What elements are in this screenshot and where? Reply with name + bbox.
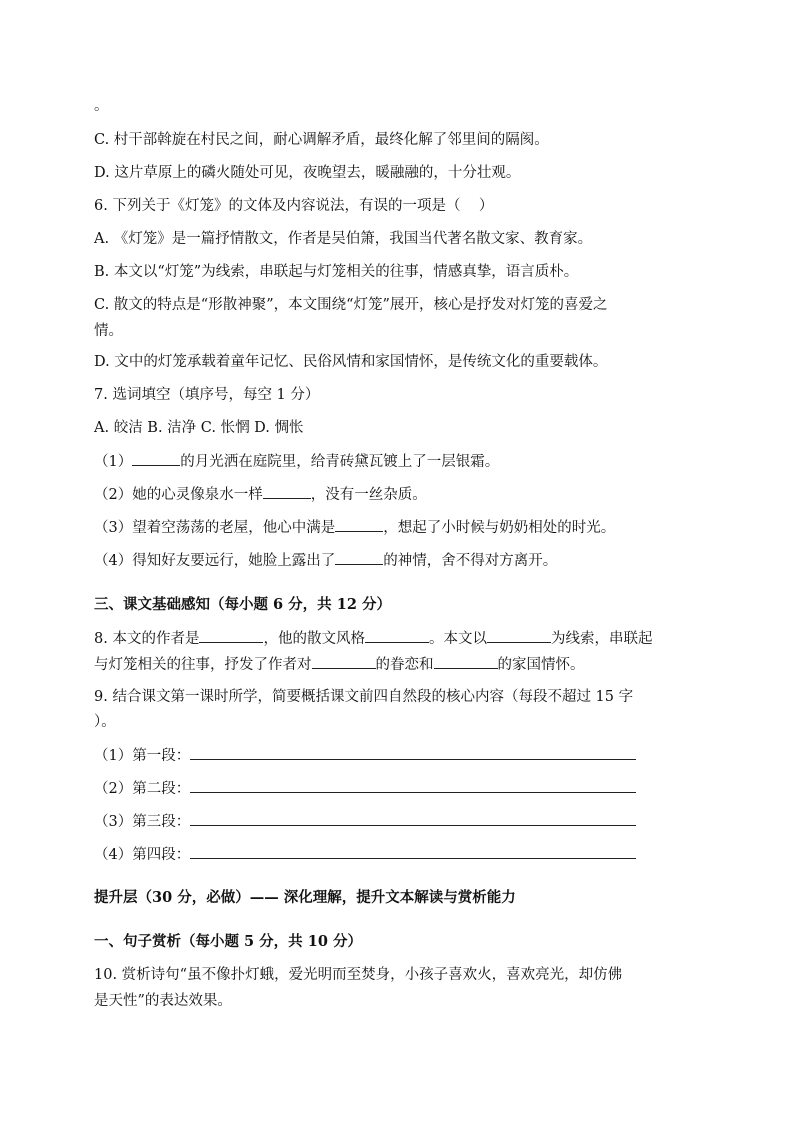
- question-10-cont: 是天性”的表达效果。: [94, 993, 232, 1009]
- item-label: （2）第二段：: [94, 781, 191, 797]
- fill-blank[interactable]: [335, 517, 383, 532]
- fill-blank[interactable]: [312, 654, 376, 669]
- fill-blank[interactable]: [365, 628, 429, 643]
- item-text: 。本文以: [428, 631, 487, 647]
- item-text: ，他的散文风格: [263, 631, 365, 647]
- item-text: 8. 本文的作者是: [94, 631, 200, 647]
- question-7: 7. 选词填空（填序号，每空 1 分）: [94, 387, 320, 403]
- question-6-option-c-cont: 情。: [94, 323, 123, 339]
- item-text: 与灯笼相关的往事，抒发了作者对: [94, 657, 312, 673]
- item-text: （4）得知好友要远行，她脸上露出了: [94, 553, 336, 569]
- paragraph-3-answer: [94, 811, 636, 832]
- question-8-line-1: [94, 628, 652, 649]
- answer-line[interactable]: [190, 844, 636, 859]
- option-d: D. 这片草原上的磷火随处可见，夜晚望去，暖融融的，十分壮观。: [94, 165, 521, 181]
- question-7-item-4: [94, 550, 557, 571]
- answer-line[interactable]: [190, 745, 636, 760]
- item-label: （3）第三段：: [94, 814, 191, 830]
- question-9-cont: ）。: [94, 714, 116, 730]
- paragraph-1-answer: [94, 745, 636, 766]
- option-c: C. 村干部斡旋在村民之间，耐心调解矛盾，最终化解了邻里间的隔阂。: [94, 132, 549, 148]
- item-text: ，没有一丝杂质。: [310, 487, 427, 503]
- question-6-option-c: C. 散文的特点是“形散神聚”，本文围绕“灯笼”展开，核心是抒发对灯笼的喜爱之: [94, 297, 608, 313]
- question-6-option-a: A. 《灯笼》是一篇抒情散文，作者是吴伯箫，我国当代著名散文家、教育家。: [94, 231, 593, 247]
- item-label: （4）第四段：: [94, 847, 191, 863]
- fill-blank[interactable]: [263, 484, 311, 499]
- item-text: ，想起了小时候与奶奶相处的时光。: [383, 520, 616, 536]
- question-7-item-3: [94, 517, 615, 538]
- section-3-heading: 三、课文基础感知（每小题 6 分，共 12 分）: [94, 596, 391, 613]
- item-label: （1）第一段：: [94, 748, 191, 764]
- question-7-options: A. 皎洁 B. 洁净 C. 怅惘 D. 惆怅: [94, 420, 304, 436]
- section-1-heading: 一、句子赏析（每小题 5 分，共 10 分）: [94, 933, 362, 950]
- item-text: 为线索，串联起: [550, 631, 653, 647]
- answer-line[interactable]: [190, 778, 636, 793]
- question-6-option-b: B. 本文以“灯笼”为线索，串联起与灯笼相关的往事，情感真挚，语言质朴。: [94, 264, 579, 280]
- question-6-option-d: D. 文中的灯笼承载着童年记忆、民俗风情和家国情怀，是传统文化的重要载体。: [94, 354, 608, 370]
- paragraph-4-answer: [94, 844, 636, 865]
- item-text: 的月光洒在庭院里，给青砖黛瓦镀上了一层银霜。: [180, 454, 500, 470]
- item-text: 的眷恋和: [375, 657, 434, 673]
- fill-blank[interactable]: [487, 628, 551, 643]
- question-7-item-1: [94, 451, 499, 472]
- answer-line[interactable]: [190, 811, 636, 826]
- fill-blank[interactable]: [434, 654, 498, 669]
- fill-blank[interactable]: [132, 451, 180, 466]
- text-line: 。: [94, 98, 109, 114]
- fill-blank[interactable]: [335, 550, 383, 565]
- item-text: 的神情，舍不得对方离开。: [383, 553, 558, 569]
- paragraph-2-answer: [94, 778, 636, 799]
- question-9: 9. 结合课文第一课时所学，简要概括课文前四自然段的核心内容（每段不超过 15 字: [94, 689, 634, 705]
- advanced-layer-heading: 提升层（30 分，必做）—— 深化理解，提升文本解读与赏析能力: [94, 889, 516, 906]
- item-text: （2）她的心灵像泉水一样: [94, 487, 263, 503]
- question-10: 10. 赏析诗句“虽不像扑灯蛾，爱光明而至焚身，小孩子喜欢火，喜欢亮光，却仿佛: [94, 967, 623, 983]
- fill-blank[interactable]: [199, 628, 263, 643]
- question-7-item-2: [94, 484, 427, 505]
- item-text: （3）望着空荡荡的老屋，他心中满是: [94, 520, 336, 536]
- question-8-line-2: [94, 654, 585, 675]
- question-6: 6. 下列关于《灯笼》的文体及内容说法，有误的一项是（ ）: [94, 198, 494, 214]
- item-text: 的家国情怀。: [497, 657, 585, 673]
- item-label: （1）: [94, 454, 133, 470]
